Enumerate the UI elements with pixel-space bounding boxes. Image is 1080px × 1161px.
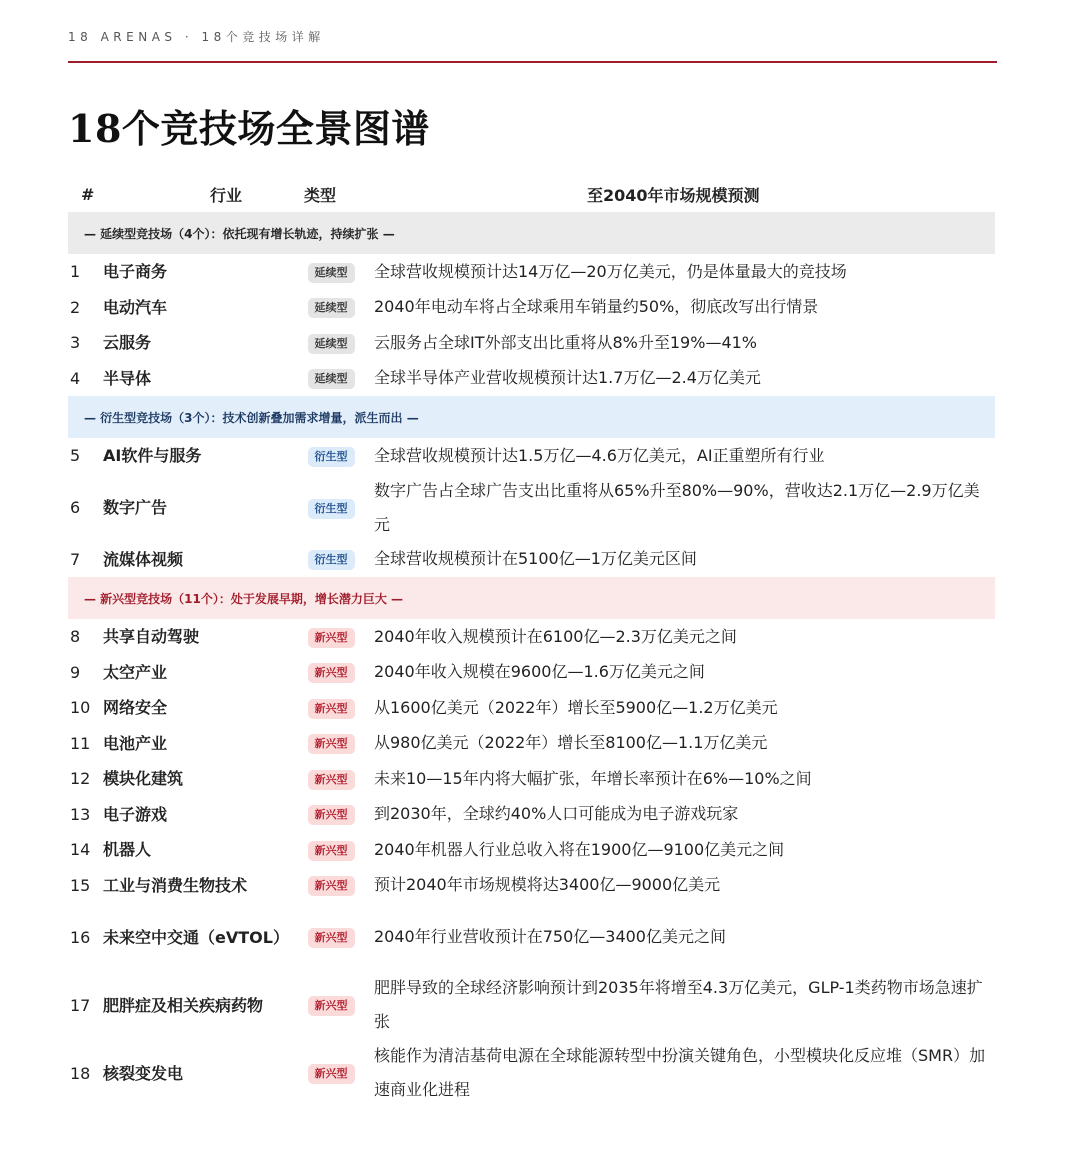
row-type-cell [288, 361, 374, 397]
row-industry: 云服务 [103, 333, 152, 353]
row-number: 5 [70, 446, 81, 466]
page-title: 18个竞技场全景图谱 [68, 106, 430, 151]
row-number: 4 [70, 368, 81, 388]
row-forecast: 肥胖导致的全球经济影响预计到2035年将增至4.3万亿美元，GLP-1类药物市场急速扩张 [374, 978, 983, 1031]
row-number: 3 [70, 333, 81, 353]
row-number: 16 [70, 927, 91, 947]
type-badge: 衍生型 [308, 447, 355, 467]
table-row [68, 797, 995, 833]
row-type-cell [288, 1039, 374, 1107]
row-forecast: 预计2040年市场规模将达3400亿—9000亿美元 [374, 875, 721, 895]
type-badge: 衍生型 [308, 499, 355, 519]
table-row [68, 1039, 995, 1107]
row-type-cell [288, 619, 374, 655]
type-badge: 新兴型 [308, 663, 355, 683]
table-row [68, 971, 995, 1039]
category-label: — 衍生型竞技场（3个）：技术创新叠加需求增量，派生而出 — [68, 396, 995, 438]
row-industry: 数字广告 [103, 498, 168, 517]
type-badge: 新兴型 [308, 876, 355, 896]
column-header-type: 类型 [304, 185, 337, 205]
row-forecast: 未来10—15年内将大幅扩张，年增长率预计在6%—10%之间 [374, 768, 812, 788]
table-row [68, 655, 995, 691]
row-number: 11 [70, 733, 91, 753]
row-industry: 肥胖症及相关疾病药物 [103, 995, 264, 1015]
row-number: 6 [70, 498, 81, 517]
row-forecast: 全球半导体产业营收规模预计达1.7万亿—2.4万亿美元 [374, 368, 761, 388]
row-type-cell [288, 474, 374, 542]
row-forecast: 2040年电动车将占全球乘用车销量约50%，彻底改写出行情景 [374, 297, 819, 317]
table-row [68, 868, 995, 904]
row-type-cell [288, 325, 374, 361]
category-label: — 延续型竞技场（4个）：依托现有增长轨迹，持续扩张 — [68, 212, 995, 254]
table-row [68, 903, 995, 971]
row-forecast: 全球营收规模预计达1.5万亿—4.6万亿美元，AI正重塑所有行业 [374, 445, 825, 465]
row-industry: 电子游戏 [103, 804, 168, 824]
row-industry: 网络安全 [103, 698, 168, 718]
row-type-cell [288, 254, 374, 290]
type-badge: 新兴型 [308, 928, 355, 948]
row-number: 12 [70, 769, 91, 789]
row-type-cell [288, 726, 374, 762]
row-industry: 电子商务 [103, 262, 168, 282]
table-row [68, 690, 995, 726]
table-row [68, 325, 995, 361]
row-type-cell [288, 690, 374, 726]
row-forecast: 核能作为清洁基荷电源在全球能源转型中扮演关键角色，小型模块化反应堆（SMR）加速商业化进程 [374, 1046, 986, 1099]
category-row [68, 396, 995, 438]
table-header-row [68, 176, 995, 212]
row-industry: 半导体 [103, 368, 152, 388]
column-header-industry: 行业 [210, 185, 243, 205]
row-forecast: 全球营收规模预计在5100亿—1万亿美元区间 [374, 549, 697, 569]
category-label: — 新兴型竞技场（11个）：处于发展早期，增长潜力巨大 — [68, 577, 995, 619]
type-badge: 新兴型 [308, 805, 355, 825]
row-type-cell [288, 832, 374, 868]
row-number: 18 [70, 1063, 91, 1083]
table-row [68, 361, 995, 397]
row-number: 13 [70, 804, 91, 824]
row-type-cell [288, 868, 374, 904]
table-row [68, 726, 995, 762]
row-industry: 共享自动驾驶 [103, 627, 200, 647]
type-badge: 延续型 [308, 334, 355, 354]
table-row [68, 474, 995, 542]
row-forecast: 云服务占全球IT外部支出比重将从8%升至19%—41% [374, 332, 758, 352]
table-row [68, 542, 995, 578]
row-forecast: 数字广告占全球广告支出比重将从65%升至80%—90%，营收达2.1万亿—2.9万亿美元 [374, 480, 980, 534]
type-badge: 新兴型 [308, 841, 355, 861]
row-type-cell [288, 438, 374, 474]
row-industry: 太空产业 [103, 662, 168, 682]
table-row [68, 438, 995, 474]
row-forecast: 2040年机器人行业总收入将在1900亿—9100亿美元之间 [374, 839, 785, 859]
row-type-cell [288, 903, 374, 971]
row-type-cell [288, 542, 374, 578]
row-number: 8 [70, 627, 81, 647]
table-row [68, 761, 995, 797]
row-industry: 机器人 [103, 840, 152, 860]
type-badge: 延续型 [308, 369, 355, 389]
table-body [68, 212, 995, 1107]
type-badge: 新兴型 [308, 628, 355, 648]
row-number: 2 [70, 297, 81, 317]
column-header-forecast: 至2040年市场规模预测 [587, 185, 760, 205]
row-industry: 核裂变发电 [103, 1063, 184, 1083]
type-badge: 新兴型 [308, 734, 355, 754]
row-industry: 未来空中交通（eVTOL） [103, 927, 289, 947]
column-header-number: # [81, 184, 95, 204]
row-forecast: 到2030年，全球约40%人口可能成为电子游戏玩家 [374, 804, 739, 824]
row-type-cell [288, 797, 374, 833]
row-industry: 模块化建筑 [103, 769, 184, 789]
row-forecast: 全球营收规模预计达14万亿—20万亿美元，仍是体量最大的竞技场 [374, 261, 847, 281]
row-industry: 电动汽车 [103, 297, 168, 317]
row-type-cell [288, 761, 374, 797]
type-badge: 衍生型 [308, 550, 355, 570]
table-row [68, 619, 995, 655]
row-forecast: 从980亿美元（2022年）增长至8100亿—1.1万亿美元 [374, 733, 768, 753]
header-divider [68, 61, 997, 63]
type-badge: 新兴型 [308, 1064, 355, 1084]
row-type-cell [288, 971, 374, 1039]
row-number: 14 [70, 840, 91, 860]
table-row [68, 832, 995, 868]
type-badge: 延续型 [308, 263, 355, 283]
row-forecast: 2040年收入规模预计在6100亿—2.3万亿美元之间 [374, 626, 737, 646]
row-industry: AI软件与服务 [103, 446, 202, 466]
row-type-cell [288, 290, 374, 326]
row-forecast: 2040年收入规模在9600亿—1.6万亿美元之间 [374, 662, 705, 682]
type-badge: 新兴型 [308, 699, 355, 719]
row-industry: 流媒体视频 [103, 549, 184, 569]
row-number: 10 [70, 698, 91, 718]
row-forecast: 从1600亿美元（2022年）增长至5900亿—1.2万亿美元 [374, 697, 778, 717]
type-badge: 新兴型 [308, 996, 355, 1016]
row-number: 9 [70, 662, 81, 682]
table-row [68, 254, 995, 290]
category-row [68, 577, 995, 619]
row-number: 15 [70, 875, 91, 895]
category-row [68, 212, 995, 254]
type-badge: 延续型 [308, 298, 355, 318]
table-row [68, 290, 995, 326]
type-badge: 新兴型 [308, 770, 355, 790]
arena-table [68, 176, 995, 1107]
row-forecast: 2040年行业营收预计在750亿—3400亿美元之间 [374, 927, 726, 946]
row-industry: 电池产业 [103, 733, 168, 753]
row-industry: 工业与消费生物技术 [103, 875, 248, 895]
row-number: 1 [70, 262, 81, 282]
row-number: 17 [70, 995, 91, 1015]
row-type-cell [288, 655, 374, 691]
row-number: 7 [70, 549, 81, 569]
header-eyebrow: 18 ARENAS · 18个竞技场详解 [68, 30, 325, 44]
